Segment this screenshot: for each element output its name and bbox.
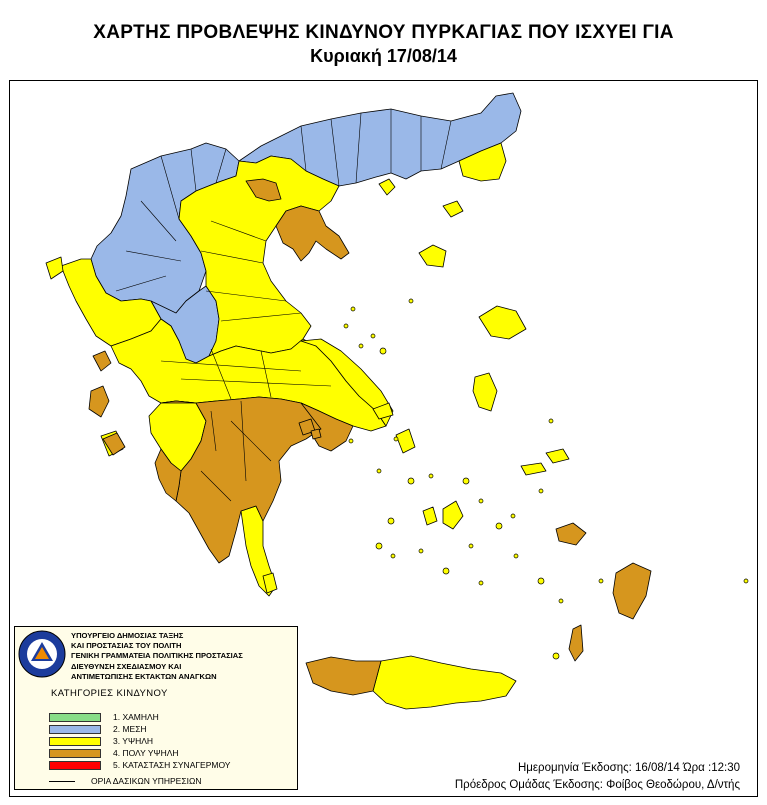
issue-info bbox=[440, 760, 740, 794]
org-line: ΔΙΕΥΘΥΝΣΗ ΣΧΕΔΙΑΣΜΟΥ ΚΑΙ bbox=[71, 661, 182, 671]
issue-author-line: Πρόεδρος Ομάδας Έκδοσης: Φοίβος Θεοδώρου, Δ/ντής bbox=[454, 779, 740, 791]
island-kalymnos bbox=[556, 523, 586, 545]
legend-label: 4. ΠΟΛΥ ΥΨΗΛΗ bbox=[113, 748, 179, 758]
boundary-line-sample bbox=[49, 781, 75, 782]
legend-item-low bbox=[49, 713, 279, 723]
forecast-date: Κυριακή 17/08/14 bbox=[310, 46, 457, 66]
swatch-high bbox=[49, 737, 101, 746]
island-lefkada bbox=[93, 351, 111, 371]
risk-categories-title: ΚΑΤΗΓΟΡΙΕΣ ΚΙΝΔΥΝΟΥ bbox=[51, 688, 168, 699]
island-paros bbox=[423, 507, 437, 525]
swatch-medium bbox=[49, 725, 101, 734]
swatch-alarm bbox=[49, 761, 101, 770]
island-chios bbox=[473, 373, 497, 411]
legend-label: 1. ΧΑΜΗΛΗ bbox=[113, 712, 159, 722]
island-naxos bbox=[443, 501, 463, 529]
island-samothraki bbox=[443, 201, 463, 217]
island-andros bbox=[396, 429, 415, 453]
islets bbox=[344, 299, 748, 659]
island-ithaca bbox=[89, 386, 109, 417]
legend-label: 3. ΥΨΗΛΗ bbox=[113, 736, 154, 746]
boundary-label: ΟΡΙΑ ΔΑΣΙΚΩΝ ΥΠΗΡΕΣΙΩΝ bbox=[91, 776, 202, 786]
island-salamina bbox=[311, 429, 321, 439]
map-title: ΧΑΡΤΗΣ ΠΡΟΒΛΕΨΗΣ ΚΙΝΔΥΝΟΥ ΠΥΡΚΑΓΙΑΣ ΠΟΥ ΙΣΧΥΕΙ ΓΙΑ bbox=[93, 22, 674, 43]
island-rhodes bbox=[613, 563, 651, 619]
legend-item-high bbox=[49, 737, 279, 747]
island-lesvos bbox=[479, 306, 526, 339]
org-line: ΥΠΟΥΡΓΕΙΟ ΔΗΜΟΣΙΑΣ ΤΑΞΗΣ bbox=[71, 631, 184, 640]
island-corfu bbox=[46, 257, 63, 279]
legend-item-very-high bbox=[49, 749, 279, 759]
org-line: ΑΝΤΙΜΕΤΩΠΙΣΗΣ ΕΚΤΑΚΤΩΝ ΑΝΑΓΚΩΝ bbox=[71, 671, 217, 681]
legend-label: 2. ΜΕΣΗ bbox=[113, 724, 147, 734]
legend-item-medium bbox=[49, 725, 279, 735]
island-samos bbox=[546, 449, 569, 463]
legend-panel bbox=[14, 626, 298, 790]
island-crete-west bbox=[306, 657, 381, 695]
island-limnos bbox=[419, 245, 446, 267]
swatch-low bbox=[49, 713, 101, 722]
issue-date-line: Ημερομηνία Έκδοσης: 16/08/14 Ώρα :12:30 bbox=[518, 762, 740, 774]
org-line: ΓΕΝΙΚΗ ΓΡΑΜΜΑΤΕΙΑ ΠΟΛΙΤΙΚΗΣ ΠΡΟΣΤΑΣΙΑΣ bbox=[71, 651, 243, 661]
legend-item-boundaries bbox=[49, 776, 289, 786]
island-karpathos bbox=[569, 625, 583, 661]
organization-text bbox=[71, 631, 299, 682]
island-thasos bbox=[379, 179, 395, 195]
legend-item-alarm bbox=[49, 761, 279, 771]
org-line: ΚΑΙ ΠΡΟΣΤΑΣΙΑΣ ΤΟΥ ΠΟΛΙΤΗ bbox=[71, 641, 182, 651]
island-ikaria bbox=[521, 463, 546, 475]
island-crete-central bbox=[373, 656, 516, 709]
civil-protection-logo bbox=[18, 630, 66, 678]
region-chalkidiki bbox=[276, 206, 349, 261]
legend-label: 5. ΚΑΤΑΣΤΑΣΗ ΣΥΝΑΓΕΡΜΟΥ bbox=[113, 760, 231, 770]
swatch-very-high bbox=[49, 749, 101, 758]
